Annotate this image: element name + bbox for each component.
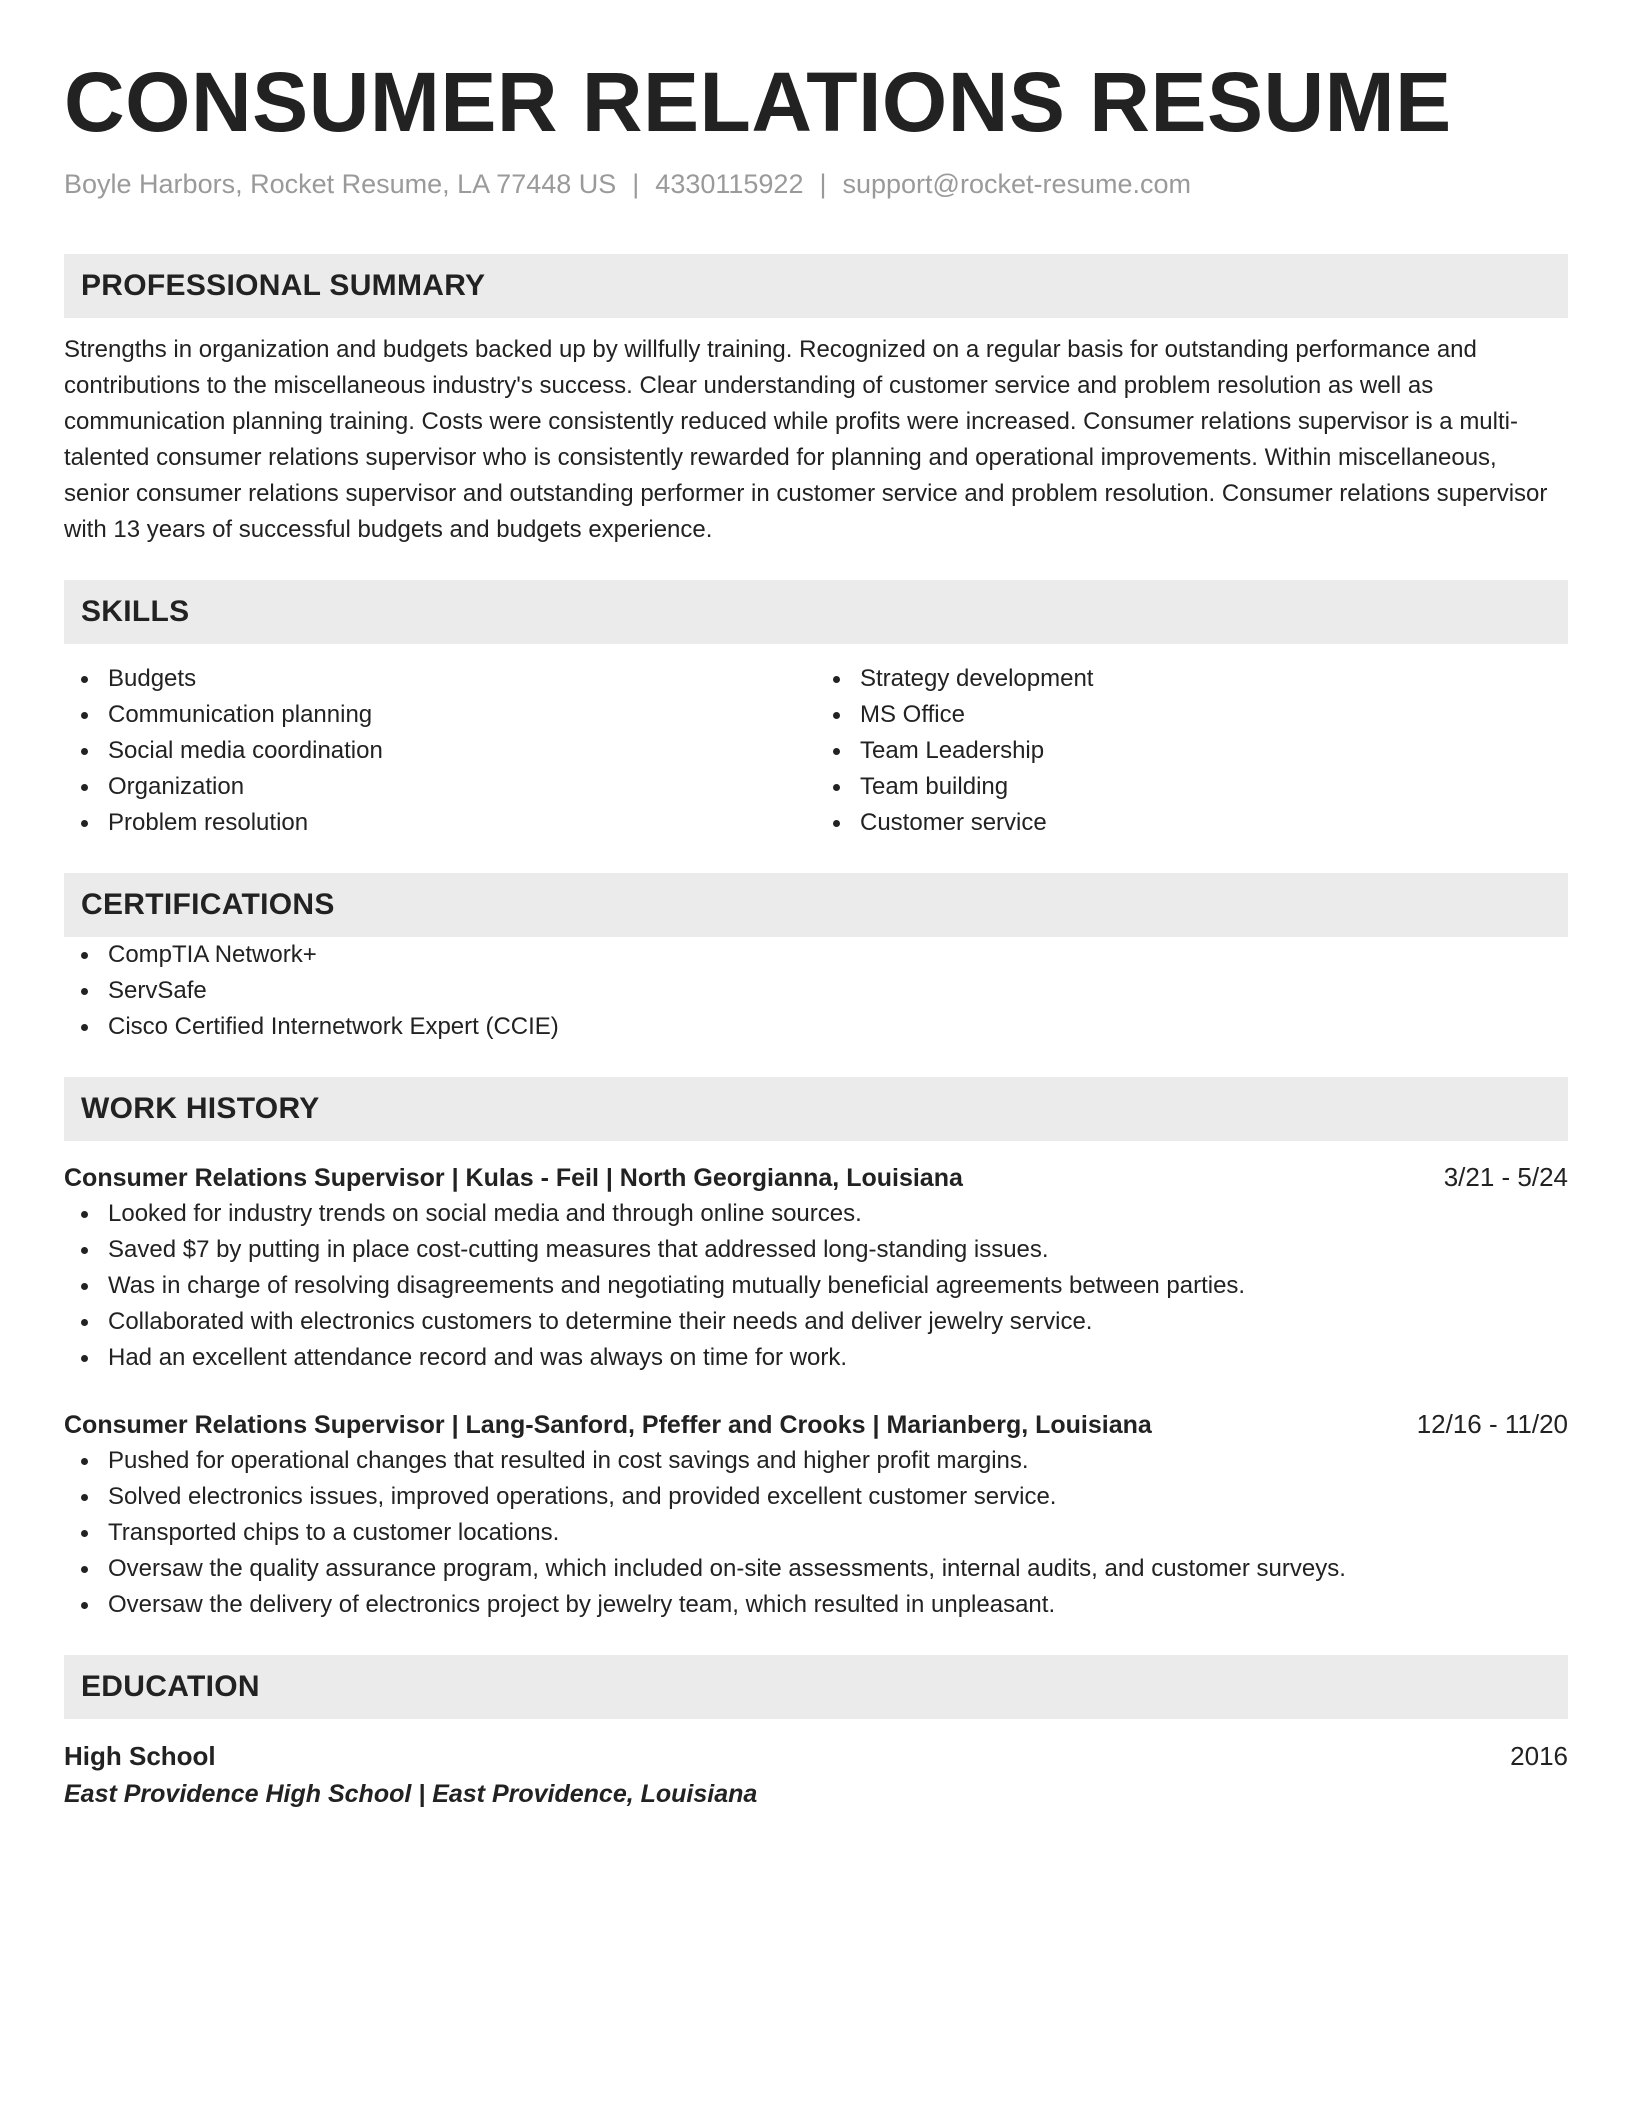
skill-item: Communication planning (64, 697, 816, 733)
education-school: East Providence High School | East Providence, Louisiana (64, 1780, 758, 1808)
job-bullet: Solved electronics issues, improved operations, and provided excellent customer service. (64, 1479, 1568, 1515)
job-bullets (64, 1196, 1568, 1376)
summary-heading: PROFESSIONAL SUMMARY (64, 254, 1568, 318)
skills-grid (64, 661, 1568, 841)
skill-item: MS Office (816, 697, 1568, 733)
job-title: Consumer Relations Supervisor | Lang-Sanford, Pfeffer and Crooks | Marianberg, Louisiana (64, 1411, 1152, 1439)
job-bullets (64, 1443, 1568, 1623)
job-bullet: Transported chips to a customer locations. (64, 1515, 1568, 1551)
job-bullet: Had an excellent attendance record and was always on time for work. (64, 1340, 1568, 1376)
contact-email: support@rocket-resume.com (842, 169, 1192, 199)
job-bullet: Oversaw the delivery of electronics project by jewelry team, which resulted in unpleasant. (64, 1587, 1568, 1623)
job-header (64, 1159, 1568, 1196)
skill-item: Budgets (64, 661, 816, 697)
skill-item: Team building (816, 769, 1568, 805)
job-bullet: Saved $7 by putting in place cost-cutting measures that addressed long-standing issues. (64, 1232, 1568, 1268)
skill-item: Social media coordination (64, 733, 816, 769)
skill-item: Strategy development (816, 661, 1568, 697)
certification-item: ServSafe (64, 973, 1568, 1009)
contact-phone: 4330115922 (655, 169, 804, 199)
skills-column-left (64, 661, 816, 841)
job-bullet: Collaborated with electronics customers to determine their needs and deliver jewelry service. (64, 1304, 1568, 1340)
education-entry (64, 1737, 1568, 1813)
job-bullet: Looked for industry trends on social media and through online sources. (64, 1196, 1568, 1232)
skill-item: Customer service (816, 805, 1568, 841)
skills-heading: SKILLS (64, 580, 1568, 644)
education-heading: EDUCATION (64, 1655, 1568, 1719)
job-bullet: Was in charge of resolving disagreements and negotiating mutually beneficial agreements between parties. (64, 1268, 1568, 1304)
contact-separator: | (819, 169, 827, 199)
skills-column-right (816, 661, 1568, 841)
certifications-list (64, 937, 1568, 1045)
job-dates: 12/16 - 11/20 (1416, 1409, 1568, 1439)
job-dates: 3/21 - 5/24 (1443, 1162, 1568, 1192)
skill-item: Organization (64, 769, 816, 805)
contact-line (64, 166, 1568, 202)
certification-item: Cisco Certified Internetwork Expert (CCIE) (64, 1009, 1568, 1045)
certifications-heading: CERTIFICATIONS (64, 873, 1568, 937)
certification-item: CompTIA Network+ (64, 937, 1568, 973)
job-bullet: Oversaw the quality assurance program, which included on-site assessments, internal audits, and customer surveys. (64, 1551, 1568, 1587)
contact-separator: | (632, 169, 640, 199)
education-header (64, 1737, 1568, 1775)
job-header (64, 1406, 1568, 1443)
work-history-heading: WORK HISTORY (64, 1077, 1568, 1141)
education-degree: High School (64, 1741, 216, 1771)
education-year: 2016 (1510, 1741, 1568, 1771)
job-entry (64, 1406, 1568, 1623)
job-bullet: Pushed for operational changes that resulted in cost savings and higher profit margins. (64, 1443, 1568, 1479)
resume-title: CONSUMER RELATIONS RESUME (64, 55, 1452, 149)
summary-text: Strengths in organization and budgets backed up by willfully training. Recognized on a regular basis for outstanding performance and contributions to the miscellaneous industry's success. Clear understanding of customer service and problem resolution as well as communication planning training. Costs were consistently reduced while profits were increased. Consumer relations supervisor is a multi-talented consumer relations supervisor who is consistently rewarded for planning and operational improvements. Within miscellaneous, senior consumer relations supervisor and outstanding performer in customer service and problem resolution. Consumer relations supervisor with 13 years of successful budgets and budgets experience. (64, 336, 1548, 543)
job-entry (64, 1159, 1568, 1376)
skill-item: Problem resolution (64, 805, 816, 841)
job-title: Consumer Relations Supervisor | Kulas - Feil | North Georgianna, Louisiana (64, 1164, 963, 1192)
skill-item: Team Leadership (816, 733, 1568, 769)
contact-address: Boyle Harbors, Rocket Resume, LA 77448 US (64, 169, 617, 199)
